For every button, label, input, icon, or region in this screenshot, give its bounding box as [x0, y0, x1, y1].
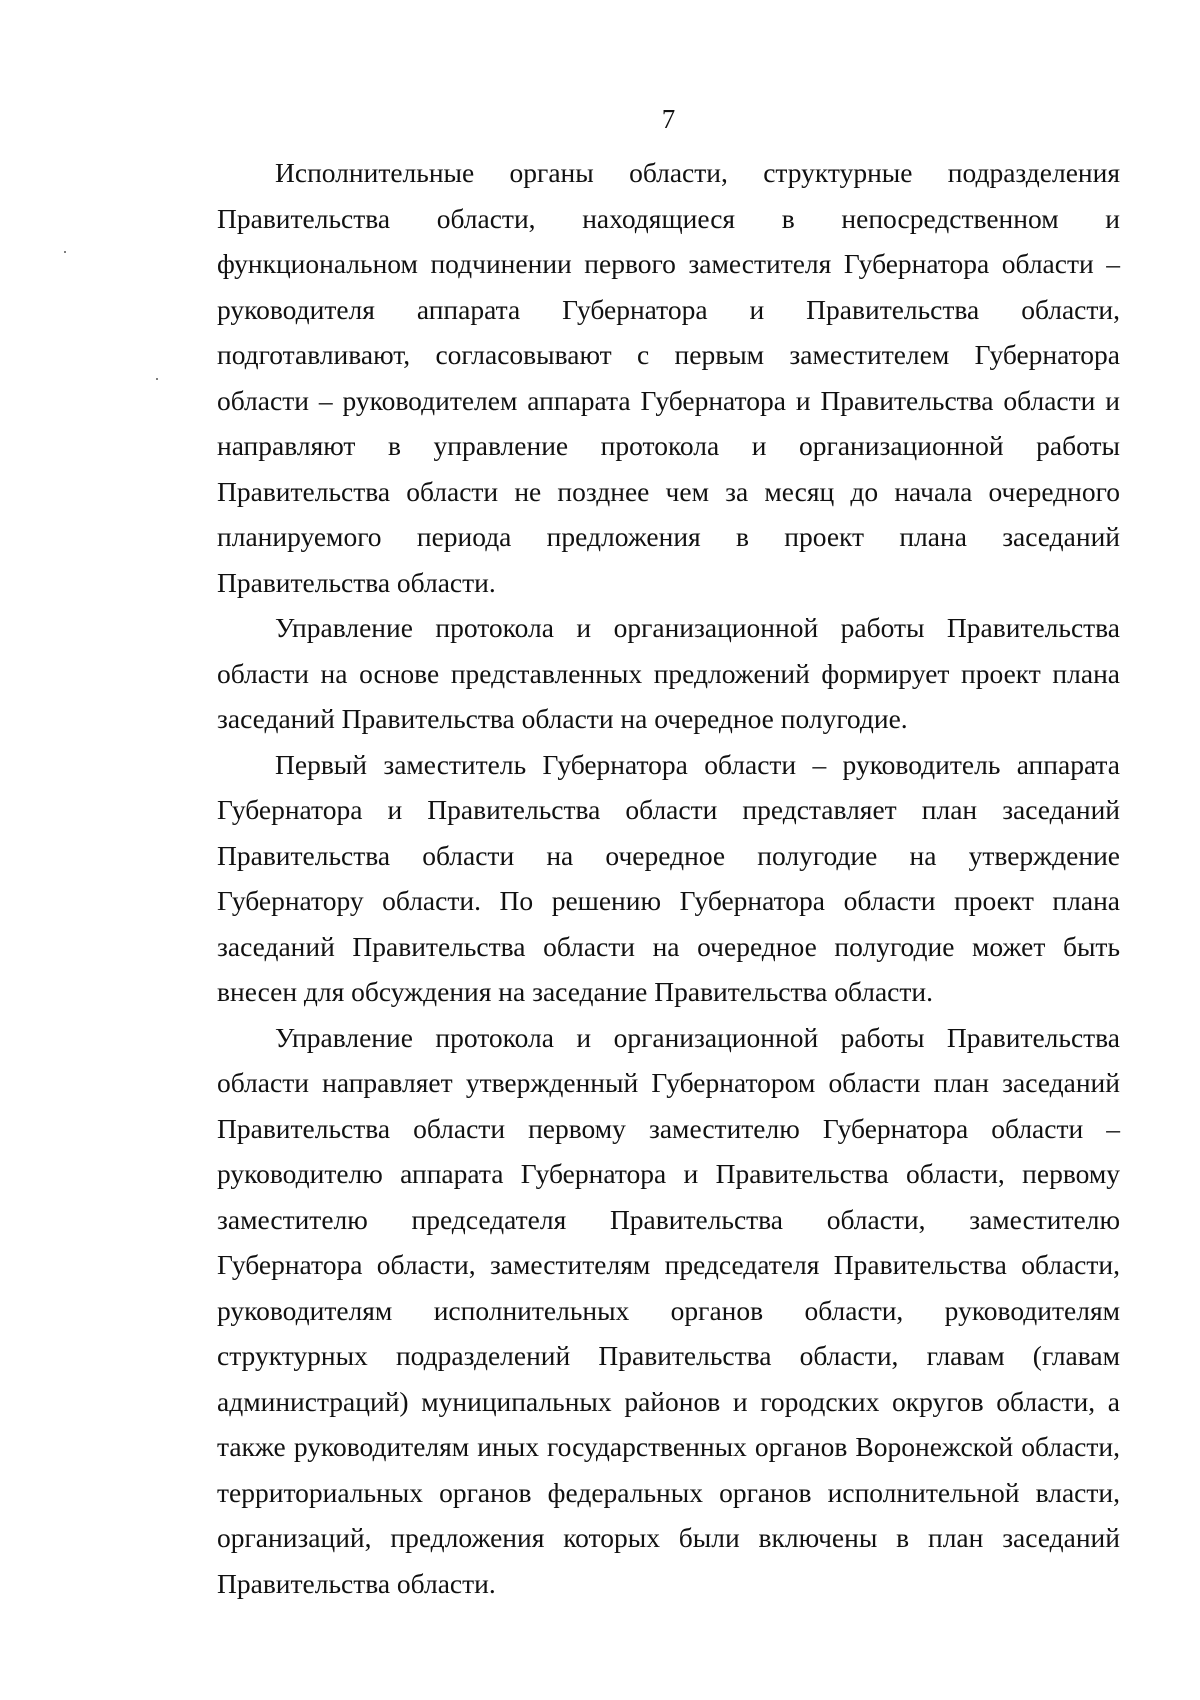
page-number: 7	[661, 104, 676, 134]
scan-speck	[64, 251, 66, 253]
document-body	[217, 150, 1120, 1606]
paragraph: Управление протокола и организационной работы Правительства области на основе представленных предложений формирует проект плана заседаний Правительства области на очередное полугодие.	[217, 612, 1120, 734]
paragraph: Исполнительные органы области, структурные подразделения Правительства области, находящиеся в непосредственном и функциональном подчинении первого заместителя Губернатора области – руководителя аппарата Губернатора и Правительства области, подготавливают, согласовывают с первым заместителем Губернатора области – руководителем аппарата Губернатора и Правительства области и направляют в управление протокола и организационной работы Правительства области не позднее чем за месяц до начала очередного планируемого периода предложения в проект плана заседаний Правительства области.	[217, 157, 1120, 598]
paragraph: Управление протокола и организационной работы Правительства области направляет утвержденный Губернатором области план заседаний Правительства области первому заместителю Губернатора области – руководителю аппарата Губернатора и Правительства области, первому заместителю председателя Правительства области, заместителю Губернатора области, заместителям председателя Правительства области, руководителям исполнительных органов области, руководителям структурных подразделений Правительства области, главам (главам администраций) муниципальных районов и городских округов области, а также руководителям иных государственных органов Воронежской области, территориальных органов федеральных органов исполнительной власти, организаций, предложения которых были включены в план заседаний Правительства области.	[217, 1021, 1120, 1599]
scan-speck	[156, 378, 158, 380]
paragraph: Первый заместитель Губернатора области – руководитель аппарата Губернатора и Правительства области представляет план заседаний Правительства области на очередное полугодие на утверждение Губернатору области. По решению Губернатора области проект плана заседаний Правительства области на очередное полугодие может быть внесен для обсуждения на заседание Правительства области.	[217, 748, 1120, 1007]
